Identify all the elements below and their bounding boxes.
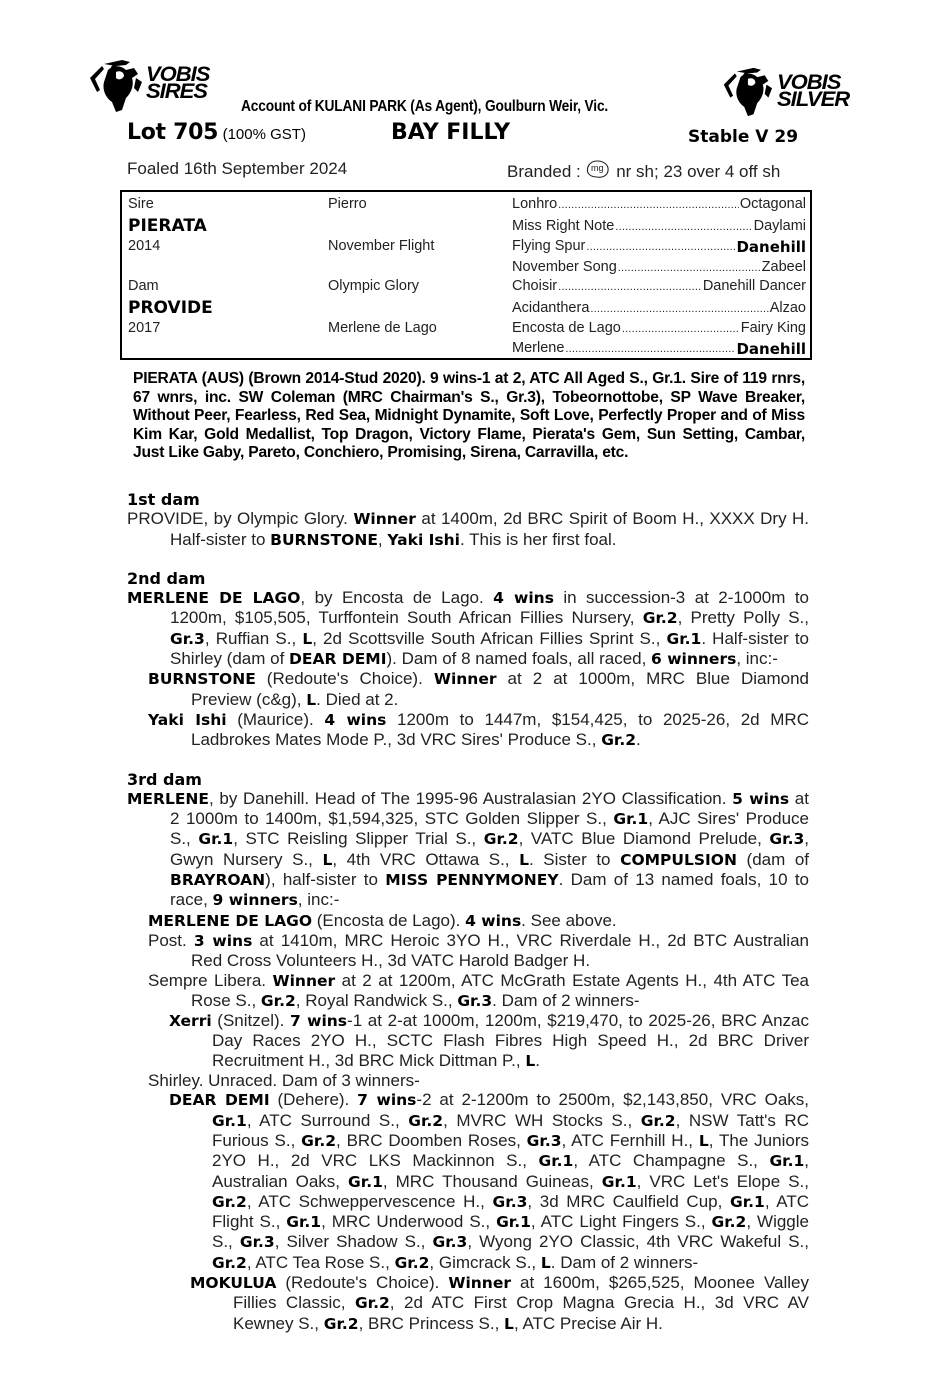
ancestor-name: Acidanthera bbox=[512, 300, 590, 316]
bold-text: MERLENE bbox=[127, 789, 209, 808]
bold-text: Gr.2 bbox=[640, 1111, 676, 1130]
bold-text: Gr.3 bbox=[457, 991, 493, 1010]
text: , Australian Oaks, bbox=[212, 1151, 810, 1191]
bold-text: Gr.2 bbox=[483, 830, 519, 849]
dam-year: 2017 bbox=[128, 320, 161, 336]
text: , ATC Tea Rose S., bbox=[246, 1252, 395, 1272]
bold-text: Winner bbox=[353, 510, 416, 529]
family-entry bbox=[127, 1273, 809, 1334]
bold-text: 5 wins bbox=[732, 789, 790, 808]
text: , ATC Precise Air H. bbox=[513, 1313, 663, 1333]
bold-text: 4 wins bbox=[465, 911, 522, 930]
family-entry bbox=[127, 710, 809, 751]
bold-text: DEAR DEMI bbox=[289, 650, 387, 669]
bold-text: MERLENE DE LAGO bbox=[148, 911, 312, 930]
bold-text: Gr.2 bbox=[408, 1111, 444, 1130]
family-entry bbox=[127, 931, 809, 971]
leader-dots bbox=[565, 340, 735, 358]
ancestor-name: Merlene bbox=[512, 340, 565, 356]
text: , bbox=[377, 529, 388, 549]
text: Sempre Libera. bbox=[148, 970, 273, 990]
text: 1200m to 1447m, $154,425, to 2025-26, 2d MRC Ladbrokes Mates Mode P., 3d VRC Sires' Produce S., bbox=[191, 709, 809, 750]
family-entry bbox=[127, 1071, 809, 1090]
text: , Ruffian S., bbox=[204, 628, 303, 648]
text: , Gimcrack S., bbox=[429, 1252, 541, 1272]
bold-text: BURNSTONE bbox=[148, 670, 256, 689]
bold-text: Xerri bbox=[169, 1012, 212, 1031]
family-entry bbox=[127, 1090, 809, 1273]
bold-text: 7 wins bbox=[357, 1091, 417, 1110]
bold-text: 7 wins bbox=[290, 1012, 348, 1031]
sire-sire: Pierro bbox=[328, 196, 367, 212]
bold-text: 4 wins bbox=[324, 710, 387, 729]
leader-dots bbox=[586, 238, 735, 256]
bold-text: Gr.2 bbox=[354, 1294, 390, 1313]
text: , AJC Sires' Produce S., bbox=[170, 809, 809, 849]
dam-label: Dam bbox=[128, 278, 159, 294]
ancestor-name: Encosta de Lago bbox=[512, 320, 621, 336]
text: -1 at 2-at 1000m, 1200m, $219,470, to 2025-26, BRC Anzac Day Races 2YO H., SCTC Flash Fibres High Speed H., 2d BRC Driver Recruitment H., 3d BRC Mick Dittman P., bbox=[212, 1011, 809, 1070]
bold-text: L bbox=[698, 1131, 709, 1150]
text: . Dam of 2 winners- bbox=[492, 990, 640, 1010]
text: at 1400m, 2d BRC Spirit of Boom H., XXXX Dry H. Half-sister to bbox=[170, 509, 809, 549]
text: , Gwyn Nursery S., bbox=[170, 829, 809, 869]
text: , 4th VRC Ottawa S., bbox=[332, 849, 520, 869]
bold-text: Yaki Ishi bbox=[387, 530, 460, 549]
text: (Dehere). bbox=[269, 1090, 358, 1110]
third-gen-row bbox=[512, 238, 806, 256]
text: (Snitzel). bbox=[211, 1011, 291, 1031]
text: , inc:- bbox=[297, 890, 340, 910]
text: PROVIDE, by Olympic Glory. bbox=[127, 509, 354, 529]
text: . Dam of 2 winners- bbox=[550, 1252, 699, 1272]
text: . Sister to bbox=[529, 849, 621, 869]
text: , by Danehill. Head of The 1995-96 Australasian 2YO Classification. bbox=[208, 788, 733, 808]
section-heading: 3rd dam bbox=[127, 769, 202, 789]
lot-label: Lot 705 bbox=[127, 120, 219, 145]
bold-text: Gr.2 bbox=[394, 1253, 430, 1272]
text: , ATC Champagne S., bbox=[573, 1151, 770, 1171]
bold-text: L bbox=[525, 1051, 536, 1070]
pedigree-table bbox=[120, 190, 812, 360]
svg-text:mg: mg bbox=[591, 163, 604, 173]
leader-dots bbox=[622, 320, 740, 336]
sire-name: PIERATA bbox=[128, 216, 207, 236]
third-gen-row bbox=[512, 300, 806, 316]
logo-line2: SIRES bbox=[146, 80, 207, 103]
text: , ATC Surround S., bbox=[246, 1110, 409, 1130]
text: (Redoute's Choice). bbox=[276, 1272, 449, 1292]
sire-dam: November Flight bbox=[328, 238, 435, 254]
ancestor-sire: Daylami bbox=[753, 218, 806, 234]
family-entry bbox=[127, 911, 809, 931]
section-spacer bbox=[127, 550, 809, 569]
ancestor-name: Lonhro bbox=[512, 196, 558, 212]
logo-line1: VOBIS bbox=[146, 63, 210, 86]
bold-text: L bbox=[504, 1314, 514, 1333]
text: , BRC Princess S., bbox=[358, 1313, 505, 1333]
text: , Pretty Polly S., bbox=[677, 608, 809, 628]
text: , 2d Scottsville South African Fillies Sprint S., bbox=[312, 628, 667, 648]
text: . Half-sister to Shirley (dam of bbox=[170, 628, 810, 669]
bold-text: Gr.2 bbox=[323, 1314, 359, 1333]
bold-text: Gr.1 bbox=[613, 810, 649, 829]
ancestor-sire: Zabeel bbox=[761, 259, 806, 275]
branded-label: Branded : bbox=[507, 162, 581, 181]
text: , STC Reisling Slipper Trial S., bbox=[233, 829, 484, 849]
text: , ATC Light Fingers S., bbox=[530, 1212, 712, 1232]
bold-text: Gr.1 bbox=[198, 830, 234, 849]
text: in succession-3 at 2-1000m to 1200m, $105,505, Turffontein South African Fillies Nursery, bbox=[170, 588, 810, 628]
text: ), half-sister to bbox=[265, 870, 386, 890]
bold-text: DEAR DEMI bbox=[169, 1091, 270, 1110]
leader-dots bbox=[615, 218, 752, 234]
section-heading: 2nd dam bbox=[127, 568, 206, 588]
horse-racing-jockey-icon bbox=[86, 58, 144, 114]
text: Shirley. Unraced. Dam of 3 winners- bbox=[148, 1071, 420, 1091]
bold-text: Gr.2 bbox=[642, 609, 678, 628]
bold-text: Gr.1 bbox=[769, 1152, 805, 1171]
text: , VRC Let's Elope S., bbox=[636, 1171, 809, 1191]
third-gen-row bbox=[512, 196, 806, 212]
vobis-sires-logo bbox=[86, 58, 210, 114]
text: , Royal Randwick S., bbox=[295, 990, 458, 1010]
text: . bbox=[535, 1050, 540, 1070]
sire-label: Sire bbox=[128, 196, 154, 212]
dam-dam: Merlene de Lago bbox=[328, 320, 437, 336]
text: , 2d ATC First Crop Magna Grecia H., 3d VRC AV Kewney S., bbox=[233, 1293, 810, 1333]
bold-text: 6 winners bbox=[651, 650, 737, 669]
text: at 2 1000m to 1400m, $1,594,325, STC Golden Slipper S., bbox=[170, 788, 809, 829]
ancestor-sire: Danehill bbox=[736, 238, 806, 256]
bold-text: L bbox=[322, 850, 333, 869]
family-entry bbox=[127, 588, 809, 669]
bold-text: BRAYROAN bbox=[170, 871, 266, 890]
bold-text: 9 winners bbox=[212, 891, 298, 910]
text: , Silver Shadow S., bbox=[274, 1232, 433, 1252]
bold-text: 4 wins bbox=[493, 589, 554, 608]
ancestor-name: Choisir bbox=[512, 278, 558, 294]
text: , by Encosta de Lago. bbox=[300, 588, 494, 608]
ancestor-name: Flying Spur bbox=[512, 238, 586, 254]
text: , ATC Fernhill H., bbox=[561, 1130, 699, 1150]
third-gen-row bbox=[512, 320, 806, 336]
third-gen-row bbox=[512, 259, 806, 275]
bold-text: Winner bbox=[433, 670, 497, 689]
bold-text: Gr.2 bbox=[212, 1192, 247, 1211]
ancestor-name: Miss Right Note bbox=[512, 218, 615, 234]
bold-text: Gr.1 bbox=[496, 1213, 531, 1232]
text: (Redoute's Choice). bbox=[255, 669, 434, 689]
text: ). Dam of 8 named foals, all raced, bbox=[386, 649, 652, 669]
horse-description: BAY FILLY bbox=[391, 120, 511, 145]
text: . bbox=[636, 730, 641, 750]
text: , 3d MRC Caulfield Cup, bbox=[527, 1191, 730, 1211]
text: , MRC Underwood S., bbox=[321, 1212, 497, 1232]
vendor-account: Account of KULANI PARK (As Agent), Goulburn Weir, Vic. bbox=[241, 98, 609, 115]
third-gen-row bbox=[512, 218, 806, 234]
bold-text: MISS PENNYMONEY bbox=[385, 871, 559, 890]
sire-year: 2014 bbox=[128, 238, 161, 254]
bold-text: MERLENE DE LAGO bbox=[127, 589, 301, 608]
bold-text: Gr.3 bbox=[526, 1131, 562, 1150]
bold-text: MOKULUA bbox=[190, 1273, 277, 1292]
text: , ATC Schweppervescence H., bbox=[246, 1191, 493, 1211]
vobis-silver-logo bbox=[718, 66, 850, 118]
bold-text: L bbox=[306, 690, 317, 709]
text: (Encosta de Lago). bbox=[312, 910, 466, 930]
branded-value: nr sh; 23 over 4 off sh bbox=[616, 162, 781, 181]
text: , VATC Blue Diamond Prelude, bbox=[518, 829, 770, 849]
text: . See above. bbox=[521, 910, 617, 930]
bold-text: Gr.1 bbox=[212, 1111, 247, 1130]
text: . Dam of 13 named foals, 10 to race, bbox=[170, 870, 809, 910]
text: . Died at 2. bbox=[316, 689, 399, 709]
section-spacer bbox=[127, 751, 809, 770]
family-entry bbox=[127, 509, 809, 550]
bold-text: Gr.3 bbox=[769, 830, 805, 849]
foaled-date: Foaled 16th September 2024 bbox=[127, 159, 348, 178]
branded-info bbox=[507, 159, 780, 182]
text: at 2 at 1000m, MRC Blue Diamond Preview (c&g), bbox=[191, 669, 809, 709]
ancestor-sire: Alzao bbox=[769, 300, 806, 316]
bold-text: Gr.2 bbox=[212, 1253, 247, 1272]
bold-text: Gr.1 bbox=[729, 1192, 765, 1211]
text: , Wyong 2YO Classic, 4th VRC Wakeful S., bbox=[467, 1232, 809, 1252]
ancestor-sire: Danehill bbox=[736, 340, 806, 358]
bold-text: BURNSTONE bbox=[270, 530, 378, 549]
family-entry bbox=[127, 789, 809, 911]
text: at 1600m, $265,525, Moonee Valley Fillies Classic, bbox=[233, 1272, 809, 1313]
sire-summary: PIERATA (AUS) (Brown 2014-Stud 2020). 9 wins-1 at 2, ATC All Aged S., Gr.1. Sire of 119 rnrs, 67 wnrs, inc. SW Coleman (MRC Chairman's S., Gr.3), Tobeornottobe, SP Wave Breaker, Without Peer, Fearless, Red Sea, Midnight Dynamite, Soft Love, Perfectly Proper and of Miss Kim Kar, Gold Medallist, Top Dragon, Victory Flame, Pierata's Gem, Sun Setting, Cambar, Just Like Gaby, Pareto, Conchiero, Promising, Sirena, Carravilla, etc. bbox=[133, 370, 805, 462]
bold-text: Gr.1 bbox=[348, 1172, 383, 1191]
family-entry bbox=[127, 669, 809, 710]
bold-text: Gr.3 bbox=[432, 1233, 468, 1252]
leader-dots bbox=[558, 196, 739, 212]
family-entry bbox=[127, 1011, 809, 1071]
bold-text: Gr.2 bbox=[301, 1131, 337, 1150]
family-entry bbox=[127, 971, 809, 1012]
logo-line2: SILVER bbox=[777, 88, 850, 111]
bold-text: Gr.1 bbox=[601, 1172, 637, 1191]
leader-dots bbox=[618, 259, 761, 275]
bold-text: L bbox=[540, 1253, 551, 1272]
ancestor-sire: Octagonal bbox=[739, 196, 806, 212]
text: (dam of bbox=[736, 849, 810, 869]
bold-text: Gr.2 bbox=[711, 1213, 747, 1232]
ancestor-sire: Danehill Dancer bbox=[702, 278, 806, 294]
bold-text: L bbox=[302, 629, 313, 648]
bold-text: L bbox=[519, 850, 529, 869]
bold-text: Gr.3 bbox=[170, 629, 205, 648]
bold-text: COMPULSION bbox=[620, 850, 737, 869]
text: , MRC Thousand Guineas, bbox=[382, 1171, 602, 1191]
bold-text: Gr.1 bbox=[666, 629, 702, 648]
text: , inc:- bbox=[736, 649, 778, 669]
text: (Maurice). bbox=[226, 709, 325, 729]
logo-line1: VOBIS bbox=[777, 71, 841, 94]
third-gen-row bbox=[512, 340, 806, 358]
brand-mark-icon bbox=[585, 159, 611, 179]
bold-text: Winner bbox=[272, 971, 336, 990]
stable-number: Stable V 29 bbox=[688, 127, 799, 147]
text: , ATC Flight S., bbox=[212, 1191, 809, 1232]
logo-text bbox=[777, 71, 850, 111]
leader-dots bbox=[590, 300, 768, 316]
lot-number bbox=[127, 120, 306, 145]
bold-text: 3 wins bbox=[193, 931, 253, 950]
text: , NSW Tatt's RC Furious S., bbox=[212, 1110, 809, 1150]
bold-text: Gr.2 bbox=[260, 991, 296, 1010]
bold-text: Gr.3 bbox=[239, 1233, 275, 1252]
text: , BRC Doomben Roses, bbox=[336, 1130, 527, 1150]
ancestor-name: November Song bbox=[512, 259, 617, 275]
horse-racing-jockey-icon bbox=[718, 66, 776, 118]
leader-dots bbox=[558, 278, 702, 294]
dam-sire: Olympic Glory bbox=[328, 278, 420, 294]
bold-text: Gr.3 bbox=[492, 1192, 528, 1211]
text: -2 at 2-1200m to 2500m, $2,143,850, VRC Oaks, bbox=[416, 1090, 809, 1110]
bold-text: Gr.2 bbox=[601, 731, 637, 750]
text: at 1410m, MRC Heroic 3YO H., VRC Riverdale H., 2d BTC Australian Red Cross Volunteers H., 3d VATC Harold Badger H. bbox=[191, 930, 809, 971]
section-heading: 1st dam bbox=[127, 490, 200, 509]
text: , MVRC WH Stocks S., bbox=[443, 1110, 641, 1130]
bold-text: Gr.1 bbox=[286, 1213, 322, 1232]
logo-text bbox=[146, 63, 210, 103]
text: , The Juniors 2YO H., 2d VRC LKS Mackinnon S., bbox=[212, 1130, 809, 1171]
bold-text: Yaki Ishi bbox=[148, 710, 227, 729]
text: at 2 at 1200m, ATC McGrath Estate Agents H., 4th ATC Tea Rose S., bbox=[191, 970, 810, 1010]
third-gen-row bbox=[512, 278, 806, 294]
dam-name: PROVIDE bbox=[128, 298, 213, 318]
family-sections bbox=[127, 490, 809, 1334]
ancestor-sire: Fairy King bbox=[740, 320, 806, 336]
text: Post. bbox=[148, 930, 194, 950]
gst-note: (100% GST) bbox=[222, 126, 306, 143]
bold-text: Winner bbox=[448, 1273, 511, 1292]
text: , Wiggle S., bbox=[212, 1212, 809, 1252]
text: . This is her first foal. bbox=[460, 529, 617, 549]
bold-text: Gr.1 bbox=[538, 1152, 574, 1171]
